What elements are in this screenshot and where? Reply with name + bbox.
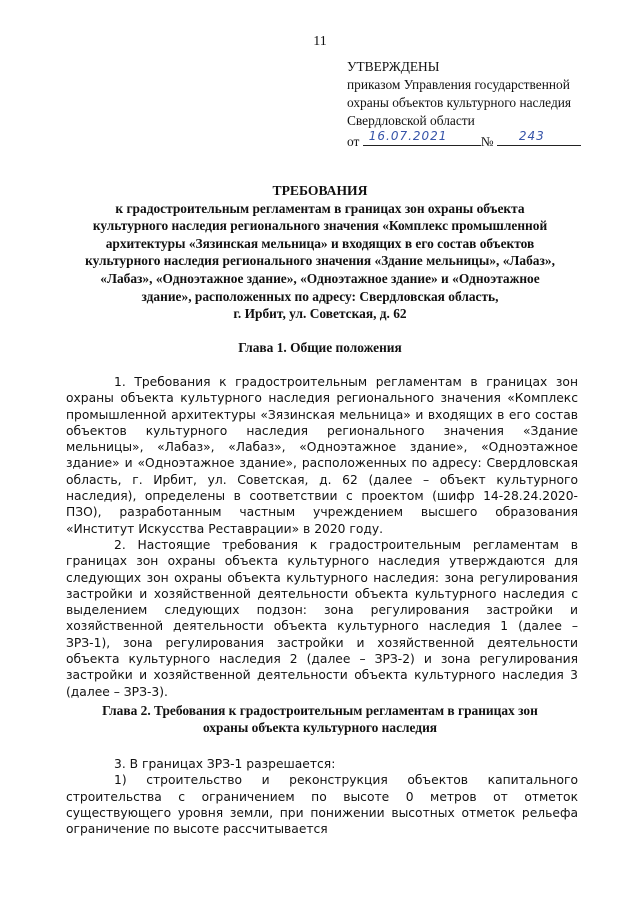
title-line: культурного наследия регионального значения «Комплекс промышленной (92, 218, 548, 234)
page-number: 11 (313, 34, 327, 49)
approval-date-row (347, 130, 617, 151)
title-line: архитектуры «Зязинская мельница» и входящих в его состав объектов (105, 235, 535, 251)
chapter2-heading (60, 702, 580, 736)
title-line: г. Ирбит, ул. Советская, д. 62 (233, 306, 407, 322)
title-line: «Лабаз», «Одноэтажное здание», «Одноэтажное здание» и «Одноэтажное (100, 270, 540, 286)
chapter1-body (66, 374, 578, 700)
approval-block (347, 58, 617, 151)
approval-title: УТВЕРЖДЕНЫ (347, 59, 440, 74)
title-heading: ТРЕБОВАНИЯ (272, 183, 368, 198)
number-sign: № (480, 134, 494, 149)
chapter2-heading-line: Глава 2. Требования к градостроительным регламентам в границах зон (102, 703, 538, 718)
chapter1-heading: Глава 1. Общие положения (238, 340, 402, 355)
title-line: к градостроительным регламентам в границах зон охраны объекта (115, 200, 525, 216)
title-line: здание», расположенных по адресу: Свердловская область, (141, 288, 499, 304)
paragraph-2: 2. Настоящие требования к градостроительным регламентам в границах зон охраны объекта культурного наследия утверждаются для следующих зон охраны объекта культурного наследия: зона регулирования застройки и хозяйственной деятельности объекта культурного наследия с выделением следующих подзон: зона регулирования застройки и хозяйственной деятельности объекта культурного наследия 1 (далее – ЗРЗ-1), зона регулирования застройки и хозяйственной деятельности объекта культурного наследия 2 (далее – ЗРЗ-2) и зона регулирования застройки и хозяйственной деятельности объекта культурного наследия 3 (далее – ЗРЗ-3). (66, 537, 578, 699)
paragraph-3: 3. В границах ЗРЗ-1 разрешается: (114, 757, 336, 771)
chapter2-body (66, 756, 578, 837)
paragraph-3-1: 1) строительство и реконструкция объектов капитального строительства с ограничением по высоте 0 метров от отметок существующего уровня земли, при понижении высотных отметок рельефа ограничение по высоте рассчитывается (66, 773, 578, 837)
handwritten-number: 243 (518, 129, 545, 143)
approval-line: охраны объектов культурного наследия (347, 95, 572, 110)
date-field (363, 130, 481, 146)
number-field (497, 130, 581, 146)
handwritten-date: 16.07.2021 (368, 129, 448, 143)
document-title (60, 182, 580, 323)
paragraph-1: 1. Требования к градостроительным регламентам в границах зон охраны объекта культурного наследия регионального значения «Комплекс промышленной архитектуры «Зязинская мельница» и входящих в его состав объектов культурного наследия регионального значения «Здание мельницы», «Лабаз», «Лабаз», «Одноэтажное здание», «Одноэтажное здание» и «Одноэтажное здание», расположенных по адресу: Свердловская область, г. Ирбит, ул. Советская, д. 62 (далее – объект культурного наследия), определены в соответствии с проектом (шифр 14-28.24.2020-ПЗО), разработанным частным учреждением высшего образования «Институт Искусства Реставрации» в 2020 году. (66, 375, 578, 536)
approval-line: приказом Управления государственной (347, 77, 570, 92)
date-prefix: от (347, 134, 360, 149)
chapter2-heading-line: охраны объекта культурного наследия (202, 720, 438, 735)
title-line: культурного наследия регионального значения «Здание мельницы», «Лабаз», (85, 253, 555, 269)
approval-line: Свердловской области (347, 113, 475, 128)
